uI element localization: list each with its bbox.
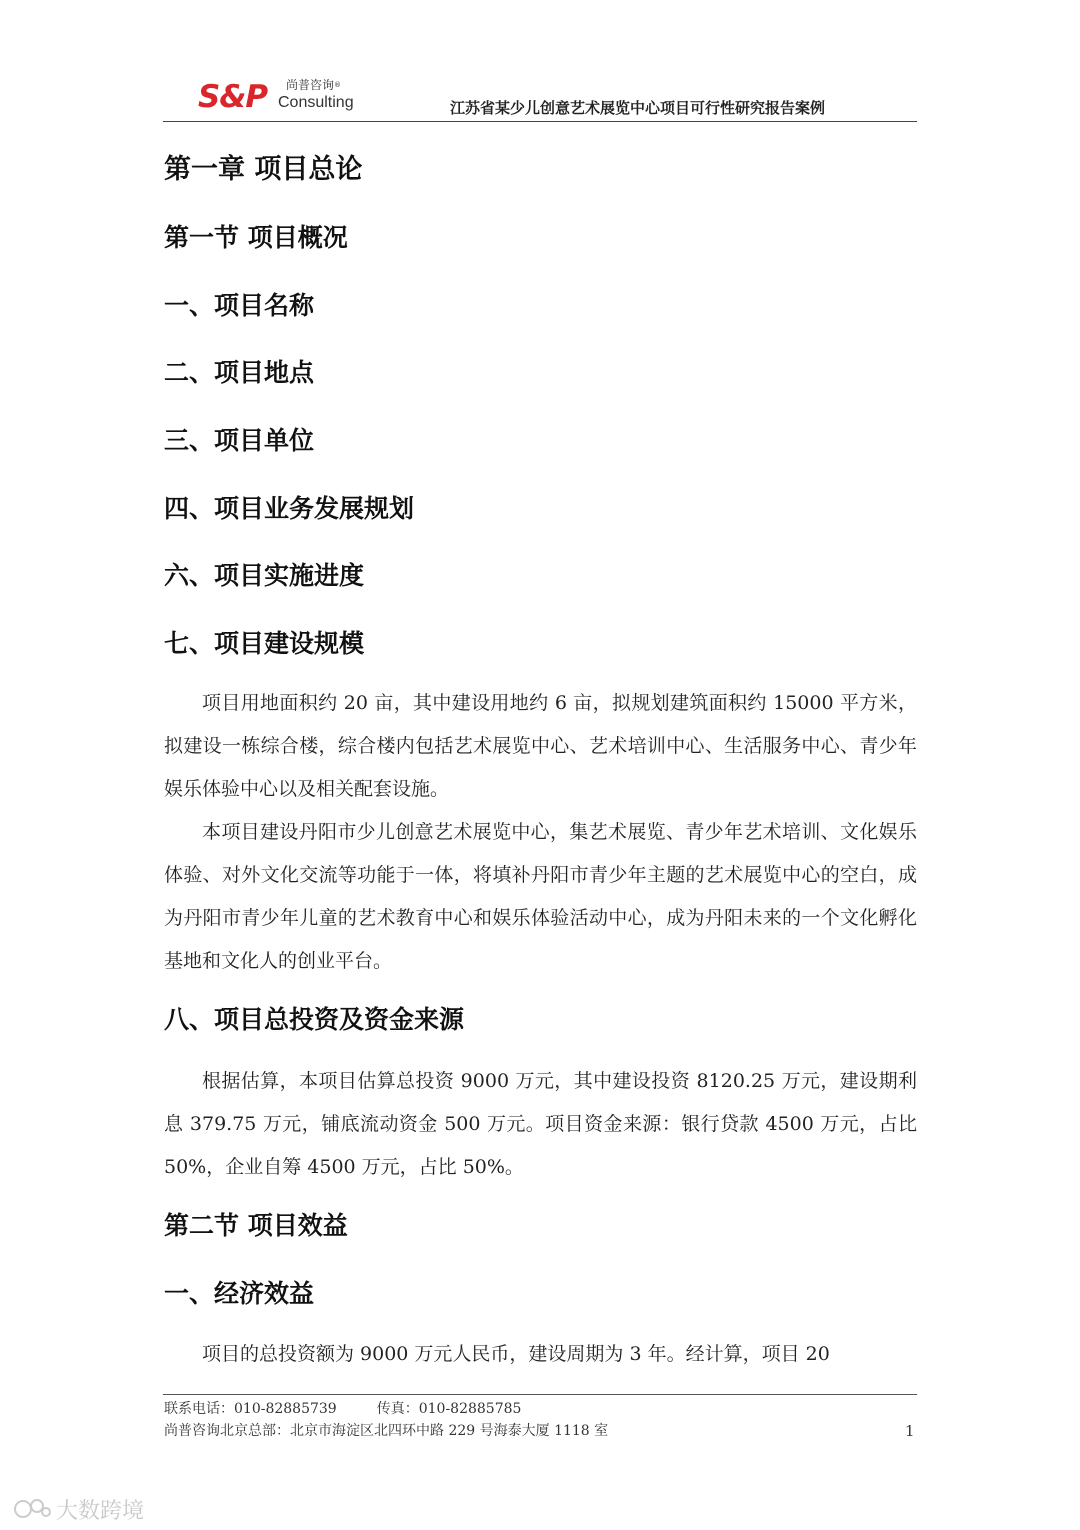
heading-economic-benefits: 一、经济效益 xyxy=(164,1279,315,1308)
heading-project-unit: 三、项目单位 xyxy=(164,426,315,455)
watermark xyxy=(12,1494,144,1524)
heading-project-name: 一、项目名称 xyxy=(164,291,315,320)
logo-english-name: Consulting xyxy=(278,94,354,111)
paragraph-project-purpose: 本项目建设丹阳市少儿创意艺术展览中心，集艺术展览、青少年艺术培训、文化娱乐体验、对外文化交流等功能于一体，将填补丹阳市青少年主题的艺术展览中心的空白，成为丹阳市青少年儿童的艺术教育中心和娱乐体验活动中心，成为丹阳未来的一个文化孵化基地和文化人的创业平台。 xyxy=(164,821,917,972)
logo-chinese-name: 尚普咨询® xyxy=(286,78,342,92)
footer-divider xyxy=(163,1394,917,1395)
heading-construction-scale: 七、项目建设规模 xyxy=(164,629,365,658)
header-divider xyxy=(163,121,917,122)
page-number: 1 xyxy=(905,1422,915,1440)
paragraph-economic-benefits: 项目的总投资额为 9000 万元人民币，建设周期为 3 年。经计算，项目 20 xyxy=(202,1343,830,1365)
chapter-title: 第一章 项目总论 xyxy=(164,154,363,185)
footer-fax: 传真：010-82885785 xyxy=(376,1401,522,1417)
heading-implementation-schedule: 六、项目实施进度 xyxy=(164,561,365,590)
section-title-overview: 第一节 项目概况 xyxy=(164,223,348,252)
watermark-text: 大数跨境 xyxy=(56,1498,145,1524)
section-title-benefits: 第二节 项目效益 xyxy=(164,1211,348,1240)
logo-mark: S&P xyxy=(198,79,268,115)
paragraph-construction-scale: 项目用地面积约 20 亩，其中建设用地约 6 亩，拟规划建筑面积约 15000 平方米，拟建设一栋综合楼，综合楼内包括艺术展览中心、艺术培训中心、生活服务中心、青少年娱乐体验中心以及相关配套设施。 xyxy=(164,692,917,800)
paragraph-investment-funding: 根据估算，本项目估算总投资 9000 万元，其中建设投资 8120.25 万元，建设期利息 379.75 万元，铺底流动资金 500 万元。项目资金来源：银行贷款 4500 万元，占比 50%，企业自筹 4500 万元，占比 50%。 xyxy=(164,1070,917,1178)
footer-address: 尚普咨询北京总部：北京市海淀区北四环中路 229 号海泰大厦 1118 室 xyxy=(164,1423,609,1439)
heading-business-plan: 四、项目业务发展规划 xyxy=(164,494,415,523)
heading-project-location: 二、项目地点 xyxy=(164,358,315,387)
running-header-title: 江苏省某少儿创意艺术展览中心项目可行性研究报告案例 xyxy=(450,99,826,117)
watermark-logo-icon xyxy=(12,1496,52,1522)
footer-phone: 联系电话：010-82885739 xyxy=(164,1401,337,1417)
footer-contact-line xyxy=(164,1400,521,1418)
heading-investment-funding: 八、项目总投资及资金来源 xyxy=(164,1005,465,1034)
